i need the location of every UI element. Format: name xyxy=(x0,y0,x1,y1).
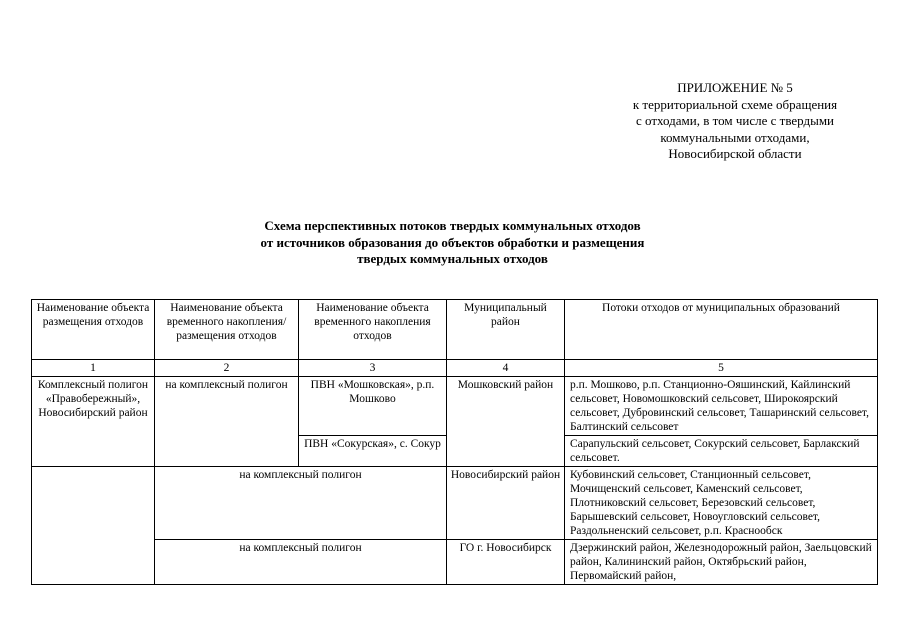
header-col-3: Наименование объекта временного накопления отходов xyxy=(299,300,447,360)
waste-flows-cell: Дзержинский район, Железнодорожный район, Заельцовский район, Калининский район, Октябрьский район, Первомайский район, xyxy=(565,540,878,585)
appendix-line: Новосибирской области xyxy=(668,146,802,161)
column-number-row xyxy=(32,360,878,377)
municipal-district-cell: ГО г. Новосибирск xyxy=(447,540,565,585)
waste-flows-cell: Кубовинский сельсовет, Станционный сельсовет, Мочищенский сельсовет, Каменский сельсовет, Плотниковский сельсовет, Березовский сельсовет, Барышевский сельсовет, Новоугловский сельсовет, Раздольненский сельсовет, р.п. Краснообск xyxy=(565,467,878,540)
waste-flows-cell: Сарапульский сельсовет, Сокурский сельсовет, Барлакский сельсовет. xyxy=(565,436,878,467)
header-col-5: Потоки отходов от муниципальных образований xyxy=(565,300,878,360)
appendix-line: коммунальными отходами, xyxy=(660,129,810,145)
header-col-1: Наименование объекта размещения отходов xyxy=(32,300,155,360)
waste-flows-table xyxy=(31,299,878,585)
waste-flows-cell: р.п. Мошково, р.п. Станционно-Ояшинский, Кайлинский сельсовет, Новомошковский сельсовет, Широкоярский сельсовет, Дубровинский сельсовет, Ташаринский сельсовет, Балтинский сельсовет xyxy=(565,377,878,436)
table-row xyxy=(32,540,878,585)
header-col-4: Муниципальный район xyxy=(447,300,565,360)
temp-storage-cell: ПВН «Мошковская», р.п. Мошково xyxy=(299,377,447,436)
temp-storage-cell: ПВН «Сокурская», с. Сокур xyxy=(299,436,447,467)
column-number: 3 xyxy=(299,360,447,377)
temp-placement-cell: на комплексный полигон xyxy=(155,377,299,467)
table-row xyxy=(32,377,878,436)
column-number: 5 xyxy=(565,360,878,377)
municipal-district-cell: Новосибирский район xyxy=(447,467,565,540)
temp-placement-cell: на комплексный полигон xyxy=(155,540,447,585)
placement-object-cell: Комплексный полигон «Правобережный», Новосибирский район xyxy=(32,377,155,467)
title-line: от источников образования до объектов обработки и размещения xyxy=(260,234,645,250)
title-line: Схема перспективных потоков твердых коммунальных отходов xyxy=(264,218,641,233)
appendix-header xyxy=(605,80,865,163)
appendix-line: к территориальной схеме обращения xyxy=(632,96,838,112)
title-line: твердых коммунальных отходов xyxy=(357,251,548,266)
column-number: 1 xyxy=(32,360,155,377)
appendix-line: ПРИЛОЖЕНИЕ № 5 xyxy=(677,80,793,95)
table-row xyxy=(32,467,878,540)
document-title xyxy=(180,218,725,268)
municipal-district-cell: Мошковский район xyxy=(447,377,565,467)
column-number: 2 xyxy=(155,360,299,377)
appendix-line: с отходами, в том числе с твердыми xyxy=(635,113,835,128)
table-header-row xyxy=(32,300,878,360)
header-col-2: Наименование объекта временного накопления/размещения отходов xyxy=(155,300,299,360)
column-number: 4 xyxy=(447,360,565,377)
temp-placement-cell: на комплексный полигон xyxy=(155,467,447,540)
